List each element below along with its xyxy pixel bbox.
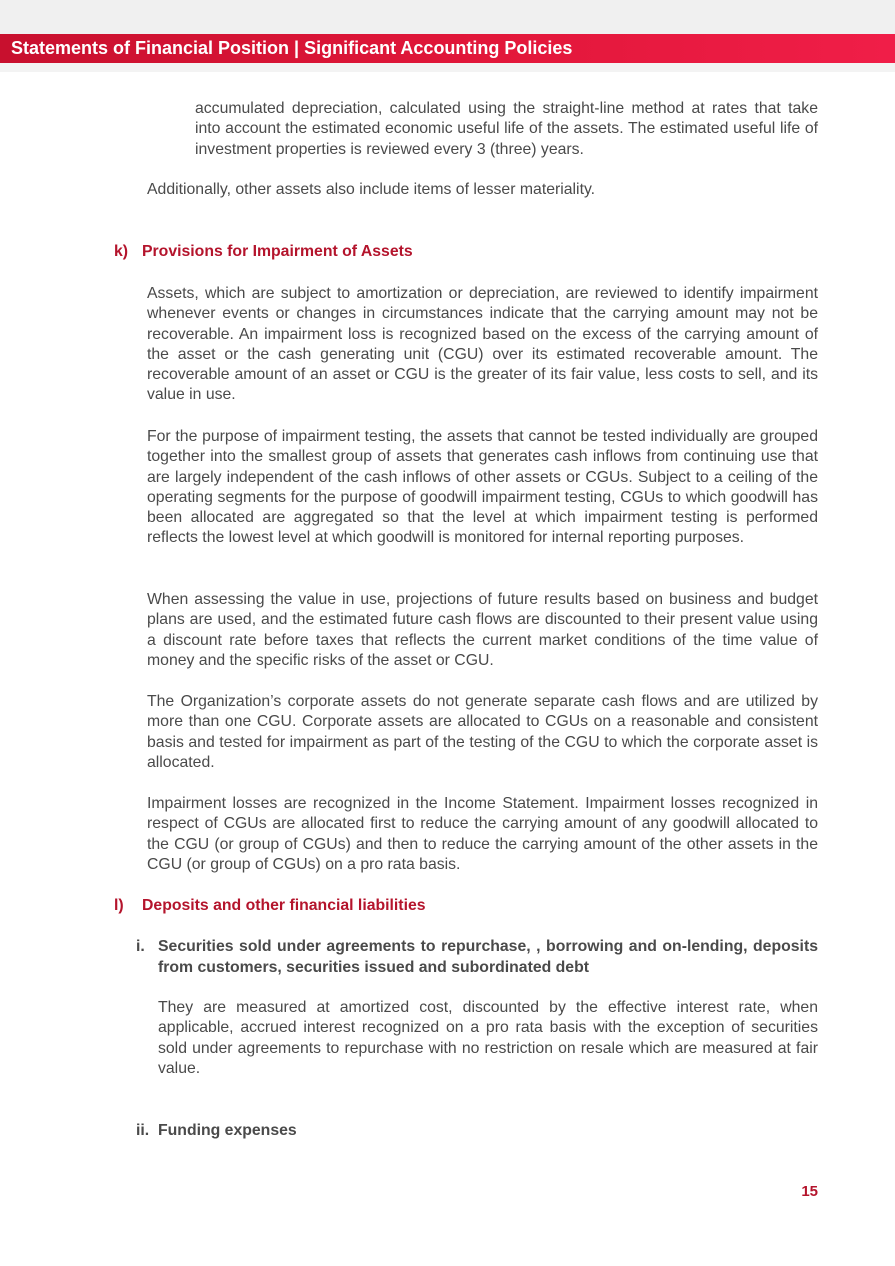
section-k-heading [114,242,413,262]
intro-additional-paragraph: Additionally, other assets also include items of lesser materiality. [147,181,596,198]
page-number: 15 [801,1183,818,1200]
section-l-item-1-heading [136,936,818,978]
section-l-heading [114,896,426,916]
intro-continuation-paragraph: accumulated depreciation, calculated using the straight-line method at rates that take into account the estimated economic useful life of the assets. The estimated useful life of investment properties is reviewed every 3 (three) years. [195,100,818,158]
section-l-item-1-body: They are measured at amortized cost, discounted by the effective interest rate, when applicable, accrued interest recognized on a pro rata basis with the exception of securities sold under agreements to repurchase with no restriction on resale which are measured at fair value. [158,999,818,1077]
section-l-item-1-marker: i. [136,938,145,955]
section-k-paragraph-4: The Organization’s corporate assets do not generate separate cash flows and are utilized by more than one CGU. Corporate assets are allocated to CGUs on a reasonable and consistent basis and tested for impairment as part of the testing of the CGU to which the corporate asset is allocated. [147,693,818,771]
header-shadow [0,63,895,72]
section-l-title: Deposits and other financial liabilities [142,897,426,914]
section-l-item-1-title: Securities sold under agreements to repurchase, , borrowing and on-lending, deposits from customers, securities issued and subordinated debt [158,938,818,976]
section-l-item-2-heading [136,1120,818,1141]
section-l-item-2-marker: ii. [136,1122,150,1139]
header-title: Statements of Financial Position | Significant Accounting Policies [11,38,573,58]
section-k-title: Provisions for Impairment of Assets [142,243,413,260]
page-header [0,34,895,63]
section-k-paragraph-5: Impairment losses are recognized in the Income Statement. Impairment losses recognized in respect of CGUs are allocated first to reduce the carrying amount of any goodwill allocated to the CGU (or group of CGUs) and then to reduce the carrying amount of the other assets in the CGU (or group of CGUs) on a pro rata basis. [147,795,818,873]
section-l-marker: l) [114,897,124,914]
section-k-marker: k) [114,243,129,260]
top-band [0,0,895,34]
section-l-item-2-title: Funding expenses [158,1122,297,1139]
section-k-paragraph-3: When assessing the value in use, projections of future results based on business and budget plans are used, and the estimated future cash flows are discounted to their present value using a discount rate before taxes that reflects the current market conditions of the time value of money and the specific risks of the asset or CGU. [147,591,818,669]
section-k-paragraph-2: For the purpose of impairment testing, the assets that cannot be tested individually are grouped together into the smallest group of assets that generates cash inflows from continuing use that are largely independent of the cash inflows of other assets or CGUs. Subject to a ceiling of the operating segments for the purpose of goodwill impairment testing, CGUs to which goodwill has been allocated are aggregated so that the level at which impairment testing is performed reflects the lowest level at which goodwill is monitored for internal reporting purposes. [147,428,818,547]
section-k-paragraph-1: Assets, which are subject to amortization or depreciation, are reviewed to identify impairment whenever events or changes in circumstances indicate that the carrying amount may not be recoverable. An impairment loss is recognized based on the excess of the carrying amount of the asset or the cash generating unit (CGU) over its estimated recoverable amount. The recoverable amount of an asset or CGU is the greater of its fair value, less costs to sell, and its value in use. [147,285,818,404]
